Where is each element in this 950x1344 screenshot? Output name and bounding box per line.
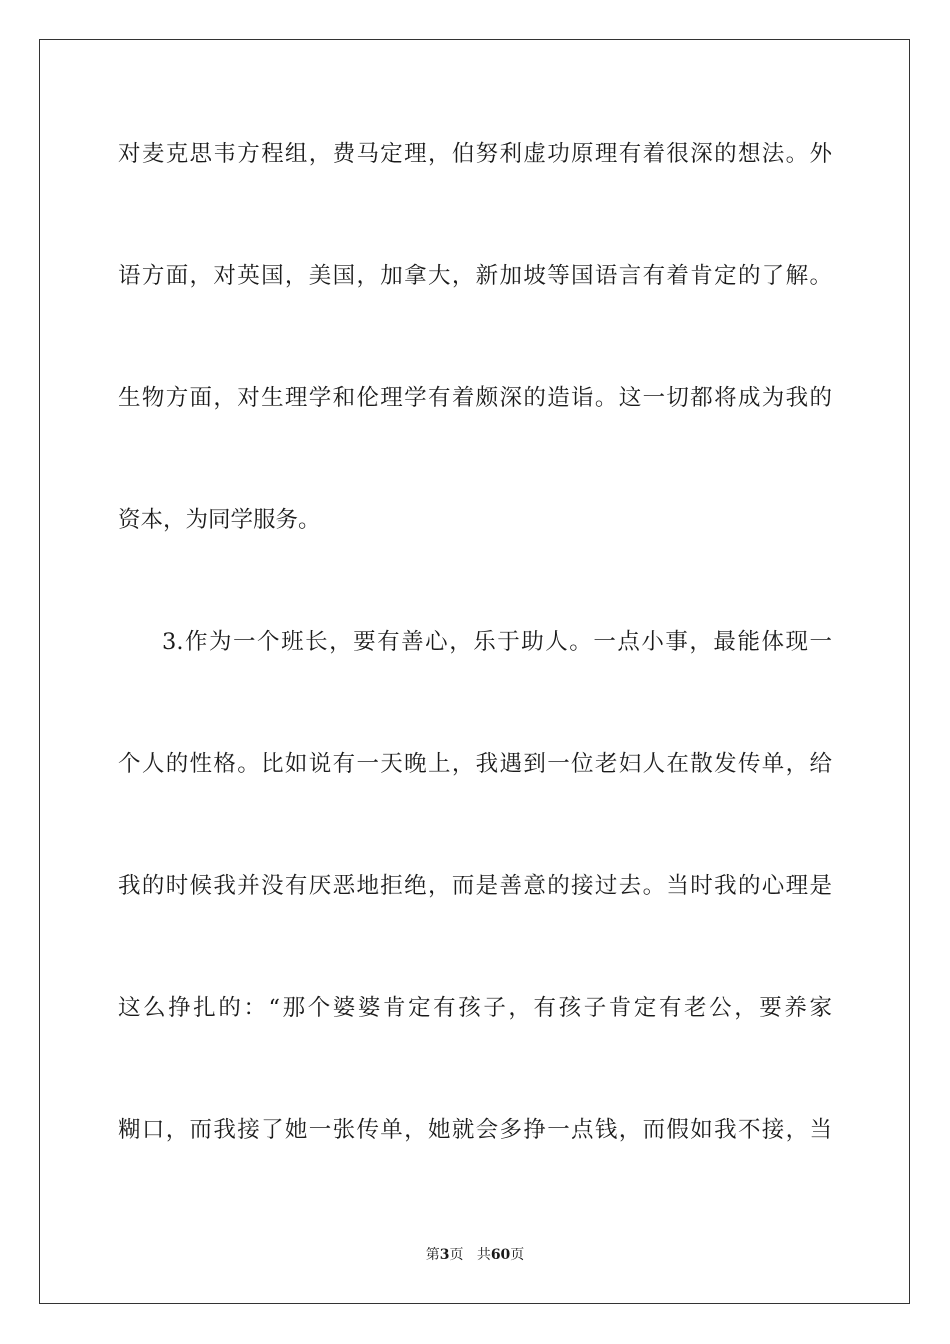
body-line-4: 资本，为同学服务。 [118, 507, 321, 533]
footer-page-suffix: 页 [449, 1247, 464, 1263]
body-line-7: 我的时候我并没有厌恶地拒绝，而是善意的接过去。当时我的心理是 [118, 873, 832, 899]
footer-total-suffix: 页 [510, 1247, 525, 1263]
footer-total-prefix: 共 [476, 1247, 491, 1263]
body-line-5: 3.作为一个班长，要有善心，乐于助人。一点小事，最能体现一 [162, 629, 832, 655]
footer-page-number: 3 [439, 1247, 450, 1263]
body-line-1: 对麦克思韦方程组，费马定理，伯努利虚功原理有着很深的想法。外 [118, 141, 832, 167]
footer-total-number: 60 [490, 1247, 511, 1263]
body-line-9: 糊口，而我接了她一张传单，她就会多挣一点钱，而假如我不接，当 [118, 1117, 832, 1143]
page-footer [0, 1244, 950, 1264]
body-line-6: 个人的性格。比如说有一天晚上，我遇到一位老妇人在散发传单，给 [118, 751, 832, 777]
body-line-8: 这么挣扎的：“那个婆婆肯定有孩子，有孩子肯定有老公，要养家 [118, 995, 832, 1021]
body-line-3: 生物方面，对生理学和伦理学有着颇深的造诣。这一切都将成为我的 [118, 385, 832, 411]
footer-page-prefix: 第 [425, 1247, 440, 1263]
body-line-2: 语方面，对英国，美国，加拿大，新加坡等国语言有着肯定的了解。 [118, 263, 832, 289]
